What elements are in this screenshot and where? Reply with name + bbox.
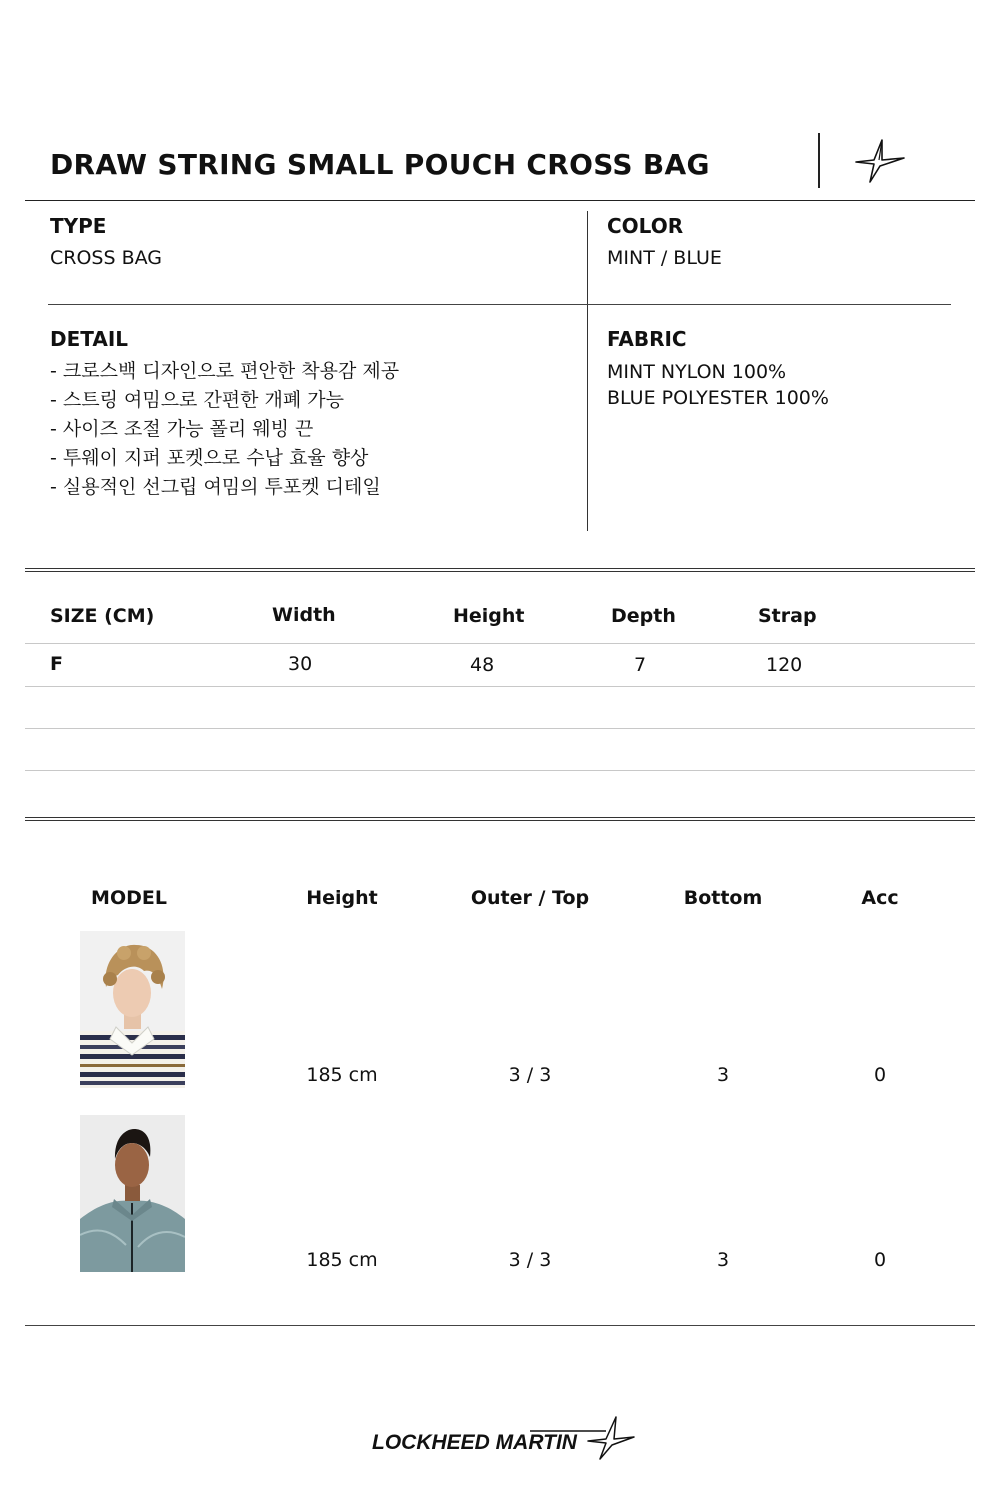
info-column-divider [587, 211, 588, 531]
model-header-height: Height [306, 887, 378, 909]
size-table-rule [25, 686, 975, 687]
model-2-outer-top: 3 / 3 [508, 1249, 552, 1271]
size-cell-strap: 120 [766, 654, 803, 676]
color-label: COLOR [607, 214, 684, 238]
fabric-item: MINT NYLON 100% [607, 361, 787, 383]
size-cell-depth: 7 [634, 654, 647, 676]
model-1-bottom: 3 [716, 1064, 730, 1086]
detail-item: - 실용적인 선그립 여밈의 투포켓 디테일 [50, 476, 381, 498]
color-value: MINT / BLUE [607, 247, 722, 269]
size-cell-height: 48 [470, 654, 495, 676]
fabric-label: FABRIC [607, 327, 687, 351]
type-label: TYPE [50, 214, 107, 238]
fabric-item: BLUE POLYESTER 100% [607, 387, 829, 409]
model-header-acc: Acc [861, 887, 899, 909]
detail-item: - 사이즈 조절 가능 폴리 웨빙 끈 [50, 418, 314, 440]
size-header-size: SIZE (CM) [50, 605, 155, 627]
model-2-photo [80, 1115, 185, 1272]
size-cell-width: 30 [288, 653, 313, 675]
size-table-rule [25, 643, 975, 644]
size-table-top-rule [25, 568, 975, 572]
model-1-photo [80, 931, 185, 1088]
model-table-bottom-rule [25, 1325, 975, 1326]
brand-name: LOCKHEED MARTIN [372, 1431, 577, 1454]
model-1-outer-top: 3 / 3 [508, 1064, 552, 1086]
detail-item: - 크로스백 디자인으로 편안한 착용감 제공 [50, 360, 400, 382]
size-header-depth: Depth [611, 605, 676, 627]
size-header-height: Height [453, 605, 525, 627]
size-table-rule [25, 770, 975, 771]
size-table-rule [25, 728, 975, 729]
model-2-height: 185 cm [306, 1249, 378, 1271]
fabric-list [607, 359, 829, 411]
brand-logo [370, 1415, 640, 1461]
star-logo-icon [852, 138, 908, 184]
detail-list [50, 357, 399, 502]
model-1-height: 185 cm [306, 1064, 378, 1086]
type-value: CROSS BAG [50, 247, 163, 269]
model-header-model: MODEL [91, 887, 167, 909]
size-row-label: F [50, 653, 63, 675]
size-table-bottom-rule [25, 817, 975, 821]
detail-item: - 투웨이 지퍼 포켓으로 수납 효율 향상 [50, 447, 369, 469]
title-divider [818, 133, 820, 188]
model-1-acc: 0 [873, 1064, 887, 1086]
model-header-bottom: Bottom [683, 887, 763, 909]
detail-item: - 스트링 여밈으로 간편한 개폐 가능 [50, 389, 345, 411]
model-2-acc: 0 [873, 1249, 887, 1271]
model-2-bottom: 3 [716, 1249, 730, 1271]
header-rule [25, 200, 975, 201]
model-header-outer-top: Outer / Top [470, 887, 590, 909]
size-header-width: Width [272, 604, 336, 626]
info-row-divider [48, 304, 951, 305]
size-header-strap: Strap [758, 605, 817, 627]
product-title: DRAW STRING SMALL POUCH CROSS BAG [50, 148, 710, 181]
detail-label: DETAIL [50, 327, 129, 351]
